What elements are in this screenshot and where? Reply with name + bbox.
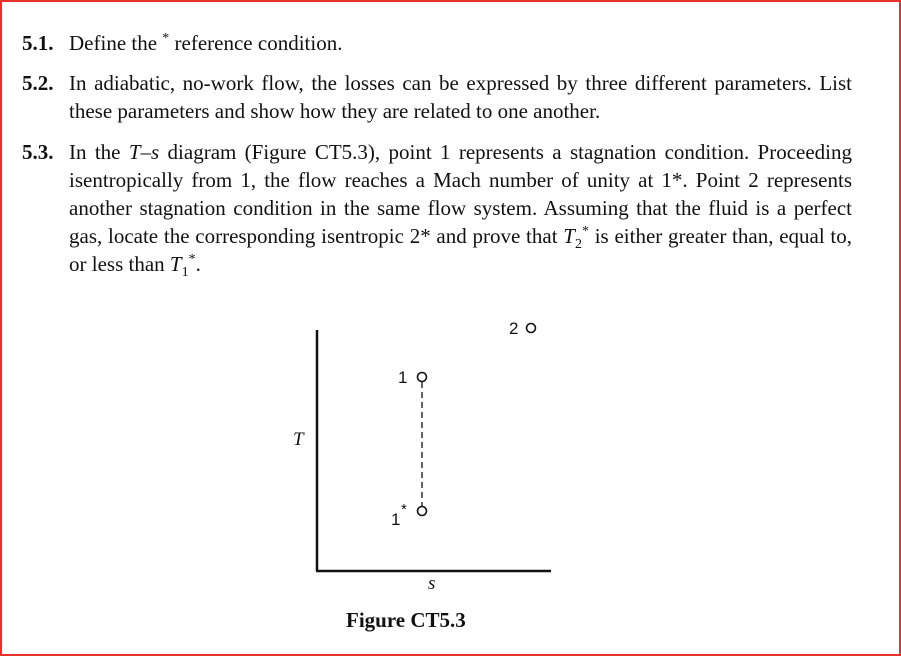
problem-number: 5.2.: [22, 71, 54, 95]
t-s-diagram: [285, 310, 575, 600]
problem-number: 5.3.: [22, 140, 54, 164]
problem-text: In the T–s diagram (Figure CT5.3), point 1 represents a stagnation condition. Proceeding isentropically from 1, the flow reaches a Mach number of unity at 1*. Point 2 represents another stagnation condition in the same flow system. Assuming that the fluid is a perfect gas, locate the corresponding isentropic 2* and prove that $T_2^*$ is either greater than, equal to, or less than $T_1^*$.: [69, 140, 853, 281]
point-2-label: 2: [509, 319, 519, 338]
problem-text: In adiabatic, no-work flow, the losses can be expressed by three different parameters. List these parameters and show how they are related to one another.: [69, 71, 852, 123]
point-1-star-marker: [418, 507, 427, 516]
point-2-marker: [527, 324, 536, 333]
s-axis-label: s: [428, 573, 436, 594]
figure-caption: Figure CT5.3: [346, 608, 466, 632]
point-1-star-label: 1: [391, 510, 401, 529]
problem-5-2: [22, 69, 852, 125]
problem-number: 5.1.: [22, 31, 54, 55]
point-1-label: 1: [398, 368, 408, 387]
problem-text: Define the * reference condition.: [69, 31, 343, 55]
point-1-marker: [418, 373, 427, 382]
t-axis-label: T: [293, 429, 304, 450]
point-1-star-superscript: *: [401, 501, 407, 518]
problem-5-1: [22, 29, 852, 57]
problem-5-3: [22, 138, 853, 281]
